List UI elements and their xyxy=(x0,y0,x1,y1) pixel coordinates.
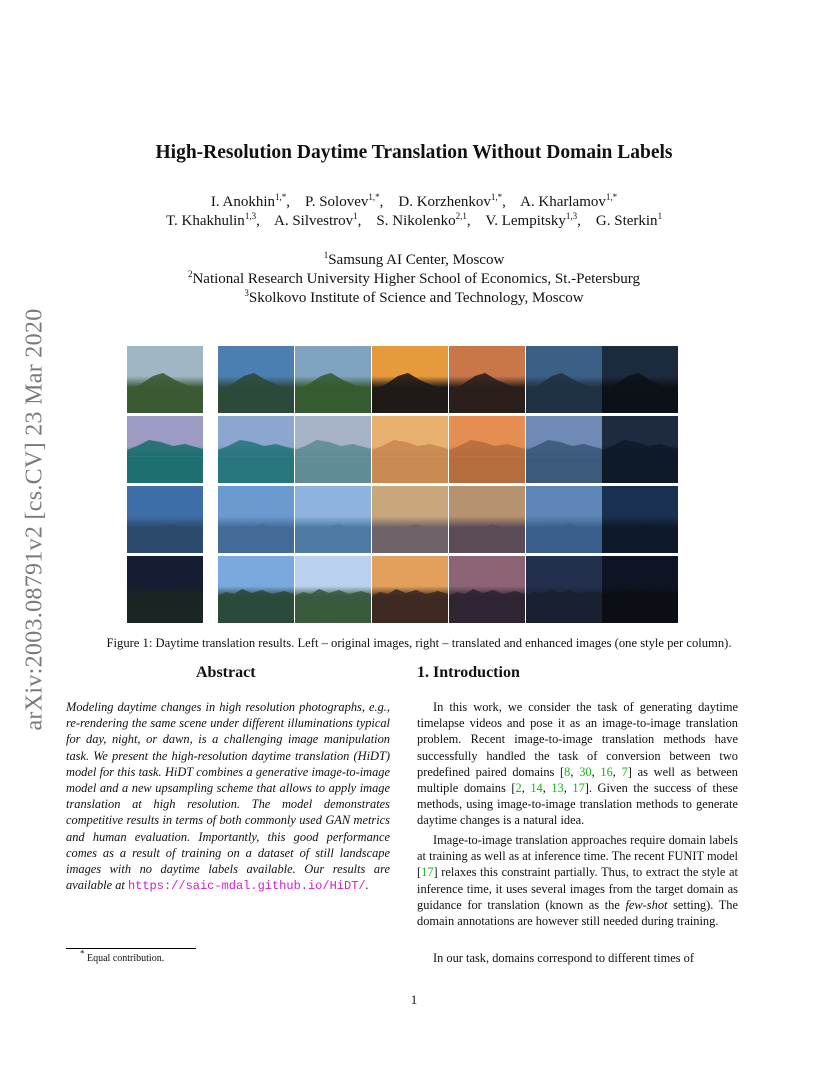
citation-link[interactable]: 30 xyxy=(579,764,592,779)
terrain-shape xyxy=(301,524,365,532)
author-affiliation-marker: 1,* xyxy=(368,192,380,202)
landscape-image xyxy=(449,486,525,553)
terrain-shape xyxy=(526,373,602,413)
author: I. Anokhin xyxy=(210,194,276,210)
landscape-image xyxy=(295,416,371,483)
citation-link[interactable]: 14 xyxy=(530,781,543,796)
author-affiliation-marker: 1,3 xyxy=(244,211,257,221)
author-affiliation-marker: 1,* xyxy=(490,192,503,202)
citation-link[interactable]: 2 xyxy=(515,781,522,796)
arxiv-identifier: arXiv:2003.08791v2 [cs.CV] 23 Mar 2020 xyxy=(21,308,48,731)
landscape-image xyxy=(602,346,678,413)
author-affiliation-marker: 1 xyxy=(657,211,663,221)
citation-link[interactable]: 8 xyxy=(564,764,571,779)
terrain-shape xyxy=(372,373,448,413)
author: T. Khakhulin xyxy=(165,213,245,229)
abstract-heading: Abstract xyxy=(196,664,256,681)
terrain-shape xyxy=(602,589,678,606)
author-affiliation-marker: 1 xyxy=(353,211,358,221)
landscape-image xyxy=(526,556,602,623)
author-affiliation-marker: 1,* xyxy=(605,192,618,202)
terrain-shape xyxy=(295,440,371,456)
affiliation-3: $^3$Skolkovo Institute of Science and Technology, Moscow xyxy=(244,288,584,306)
landscape-image xyxy=(372,486,448,553)
introduction-heading: 1. Introduction xyxy=(417,664,520,681)
footnote-divider xyxy=(66,948,196,949)
landscape-image xyxy=(218,346,294,413)
figure-caption: Figure 1: Daytime translation results. Left – original images, right – translated and enhanced images (one style per column). xyxy=(106,636,732,650)
landscape-image xyxy=(127,346,203,413)
terrain-shape xyxy=(526,589,602,606)
figure-image-grid xyxy=(127,346,677,624)
terrain-shape xyxy=(224,524,288,532)
landscape-image xyxy=(295,486,371,553)
author: G. Sterkin xyxy=(595,213,658,229)
author-affiliation-marker: 1,* xyxy=(275,192,287,202)
terrain-shape xyxy=(526,440,602,456)
project-url-link[interactable]: https://saic-mdal.github.io/HiDT/ xyxy=(127,879,366,894)
terrain-shape xyxy=(602,373,678,413)
author: D. Korzhenkov xyxy=(398,194,491,210)
landscape-image xyxy=(127,486,203,553)
author: A. Kharlamov xyxy=(520,194,606,210)
abstract-text: Modeling daytime changes in high resolution photographs, e.g., re-rendering the same scene under different illuminations typical for day, night, or dawn, is a challenging image manipulation task. We present the high-resolution daytime translation (HiDT) model for this task. HiDT combines a generative image-to-image model and a new upsampling scheme that allows to apply image translation at high resolution. The model demonstrates competitive results in terms of both commonly used GAN metrics and human evaluation. Importantly, this good performance comes as a result of training on a dataset of still landscape images with no daytime labels available. Our results are available at https://saic-mdal.github.io/HiDT/. xyxy=(66,700,390,894)
landscape-image xyxy=(218,556,294,623)
terrain-shape xyxy=(218,440,294,456)
landscape-image xyxy=(602,556,678,623)
landscape-image xyxy=(526,486,602,553)
terrain-shape xyxy=(532,524,596,532)
citation-link[interactable]: 17 xyxy=(572,781,585,796)
terrain-shape xyxy=(218,373,294,413)
landscape-image xyxy=(372,556,448,623)
terrain-shape xyxy=(372,589,448,606)
terrain-shape xyxy=(449,440,525,456)
terrain-shape xyxy=(218,589,294,606)
terrain-shape xyxy=(608,524,672,532)
landscape-image xyxy=(295,556,371,623)
terrain-shape xyxy=(133,524,197,532)
landscape-image xyxy=(602,486,678,553)
landscape-image xyxy=(449,556,525,623)
landscape-image xyxy=(449,346,525,413)
landscape-image xyxy=(372,346,448,413)
landscape-image xyxy=(127,556,203,623)
terrain-shape xyxy=(127,440,203,456)
terrain-shape xyxy=(455,524,519,532)
terrain-shape xyxy=(127,589,203,606)
author-line-1: I. Anokhin$^{1,*}$, P. Solovev$^{1,*}$, D. Korzhenkov$^{1,*}$, A. Kharlamov$^{1,*}$ xyxy=(210,192,618,210)
intro-paragraph-1: In this work, we consider the task of generating daytime timelapse videos and pose it as an image-to-image translation problem. Recent image-to-image translation methods have successfully handled the task of conversion between two predefined paired domains [8, 30, 16, 7] as well as between multiple domains [2, 14, 13, 17]. Given the success of these methods, using image-to-image translation methods to generate daytime changes is a natural idea. xyxy=(417,700,739,828)
author: S. Nikolenko xyxy=(376,213,456,229)
landscape-image xyxy=(372,416,448,483)
landscape-image xyxy=(127,416,203,483)
paper-title: High-Resolution Daytime Translation Without Domain Labels xyxy=(155,142,673,163)
terrain-shape xyxy=(378,524,442,532)
author-affiliation-marker: 1,3 xyxy=(565,211,578,221)
landscape-image xyxy=(526,346,602,413)
landscape-image xyxy=(218,486,294,553)
page-number: 1 xyxy=(410,992,418,1007)
citation-link[interactable]: 16 xyxy=(600,764,613,779)
author: A. Silvestrov xyxy=(274,213,354,229)
terrain-shape xyxy=(602,440,678,456)
emphasis: few-shot xyxy=(625,897,668,912)
author-line-2: T. Khakhulin$^{1,3}$, A. Silvestrov$^1$, S. Nikolenko$^{2,1}$, V. Lempitsky$^{1,3}$, G. Sterkin$^1$ xyxy=(165,211,663,229)
intro-paragraph-3: In our task, domains correspond to different times of xyxy=(433,951,694,965)
terrain-shape xyxy=(449,373,525,413)
affiliation-2: $^2$National Research University Higher School of Economics, St.-Petersburg xyxy=(187,269,641,287)
citation-link[interactable]: 13 xyxy=(551,781,564,796)
footnote: * Equal contribution. xyxy=(80,948,165,964)
author: V. Lempitsky xyxy=(485,213,566,229)
landscape-image xyxy=(449,416,525,483)
landscape-image xyxy=(218,416,294,483)
author: P. Solovev xyxy=(305,194,369,210)
landscape-image xyxy=(602,416,678,483)
terrain-shape xyxy=(127,373,203,413)
terrain-shape xyxy=(449,589,525,606)
author-affiliation-marker: 2,1 xyxy=(455,211,467,221)
landscape-image xyxy=(526,416,602,483)
terrain-shape xyxy=(295,373,371,413)
landscape-image xyxy=(295,346,371,413)
citation-link[interactable]: 17 xyxy=(421,865,434,880)
affiliation-1: $^1$Samsung AI Center, Moscow xyxy=(323,250,505,268)
intro-paragraph-2: Image-to-image translation approaches require domain labels at training as well as at inference time. The recent FUNIT model [17] relaxes this constraint partially. Thus, to extract the style at inference time, it uses several images from the target domain as guidance for translation (known as the few-shot setting). The domain annotations are however still needed during training. xyxy=(417,833,738,929)
terrain-shape xyxy=(372,440,448,456)
terrain-shape xyxy=(295,589,371,606)
citation-link[interactable]: 7 xyxy=(621,764,628,779)
